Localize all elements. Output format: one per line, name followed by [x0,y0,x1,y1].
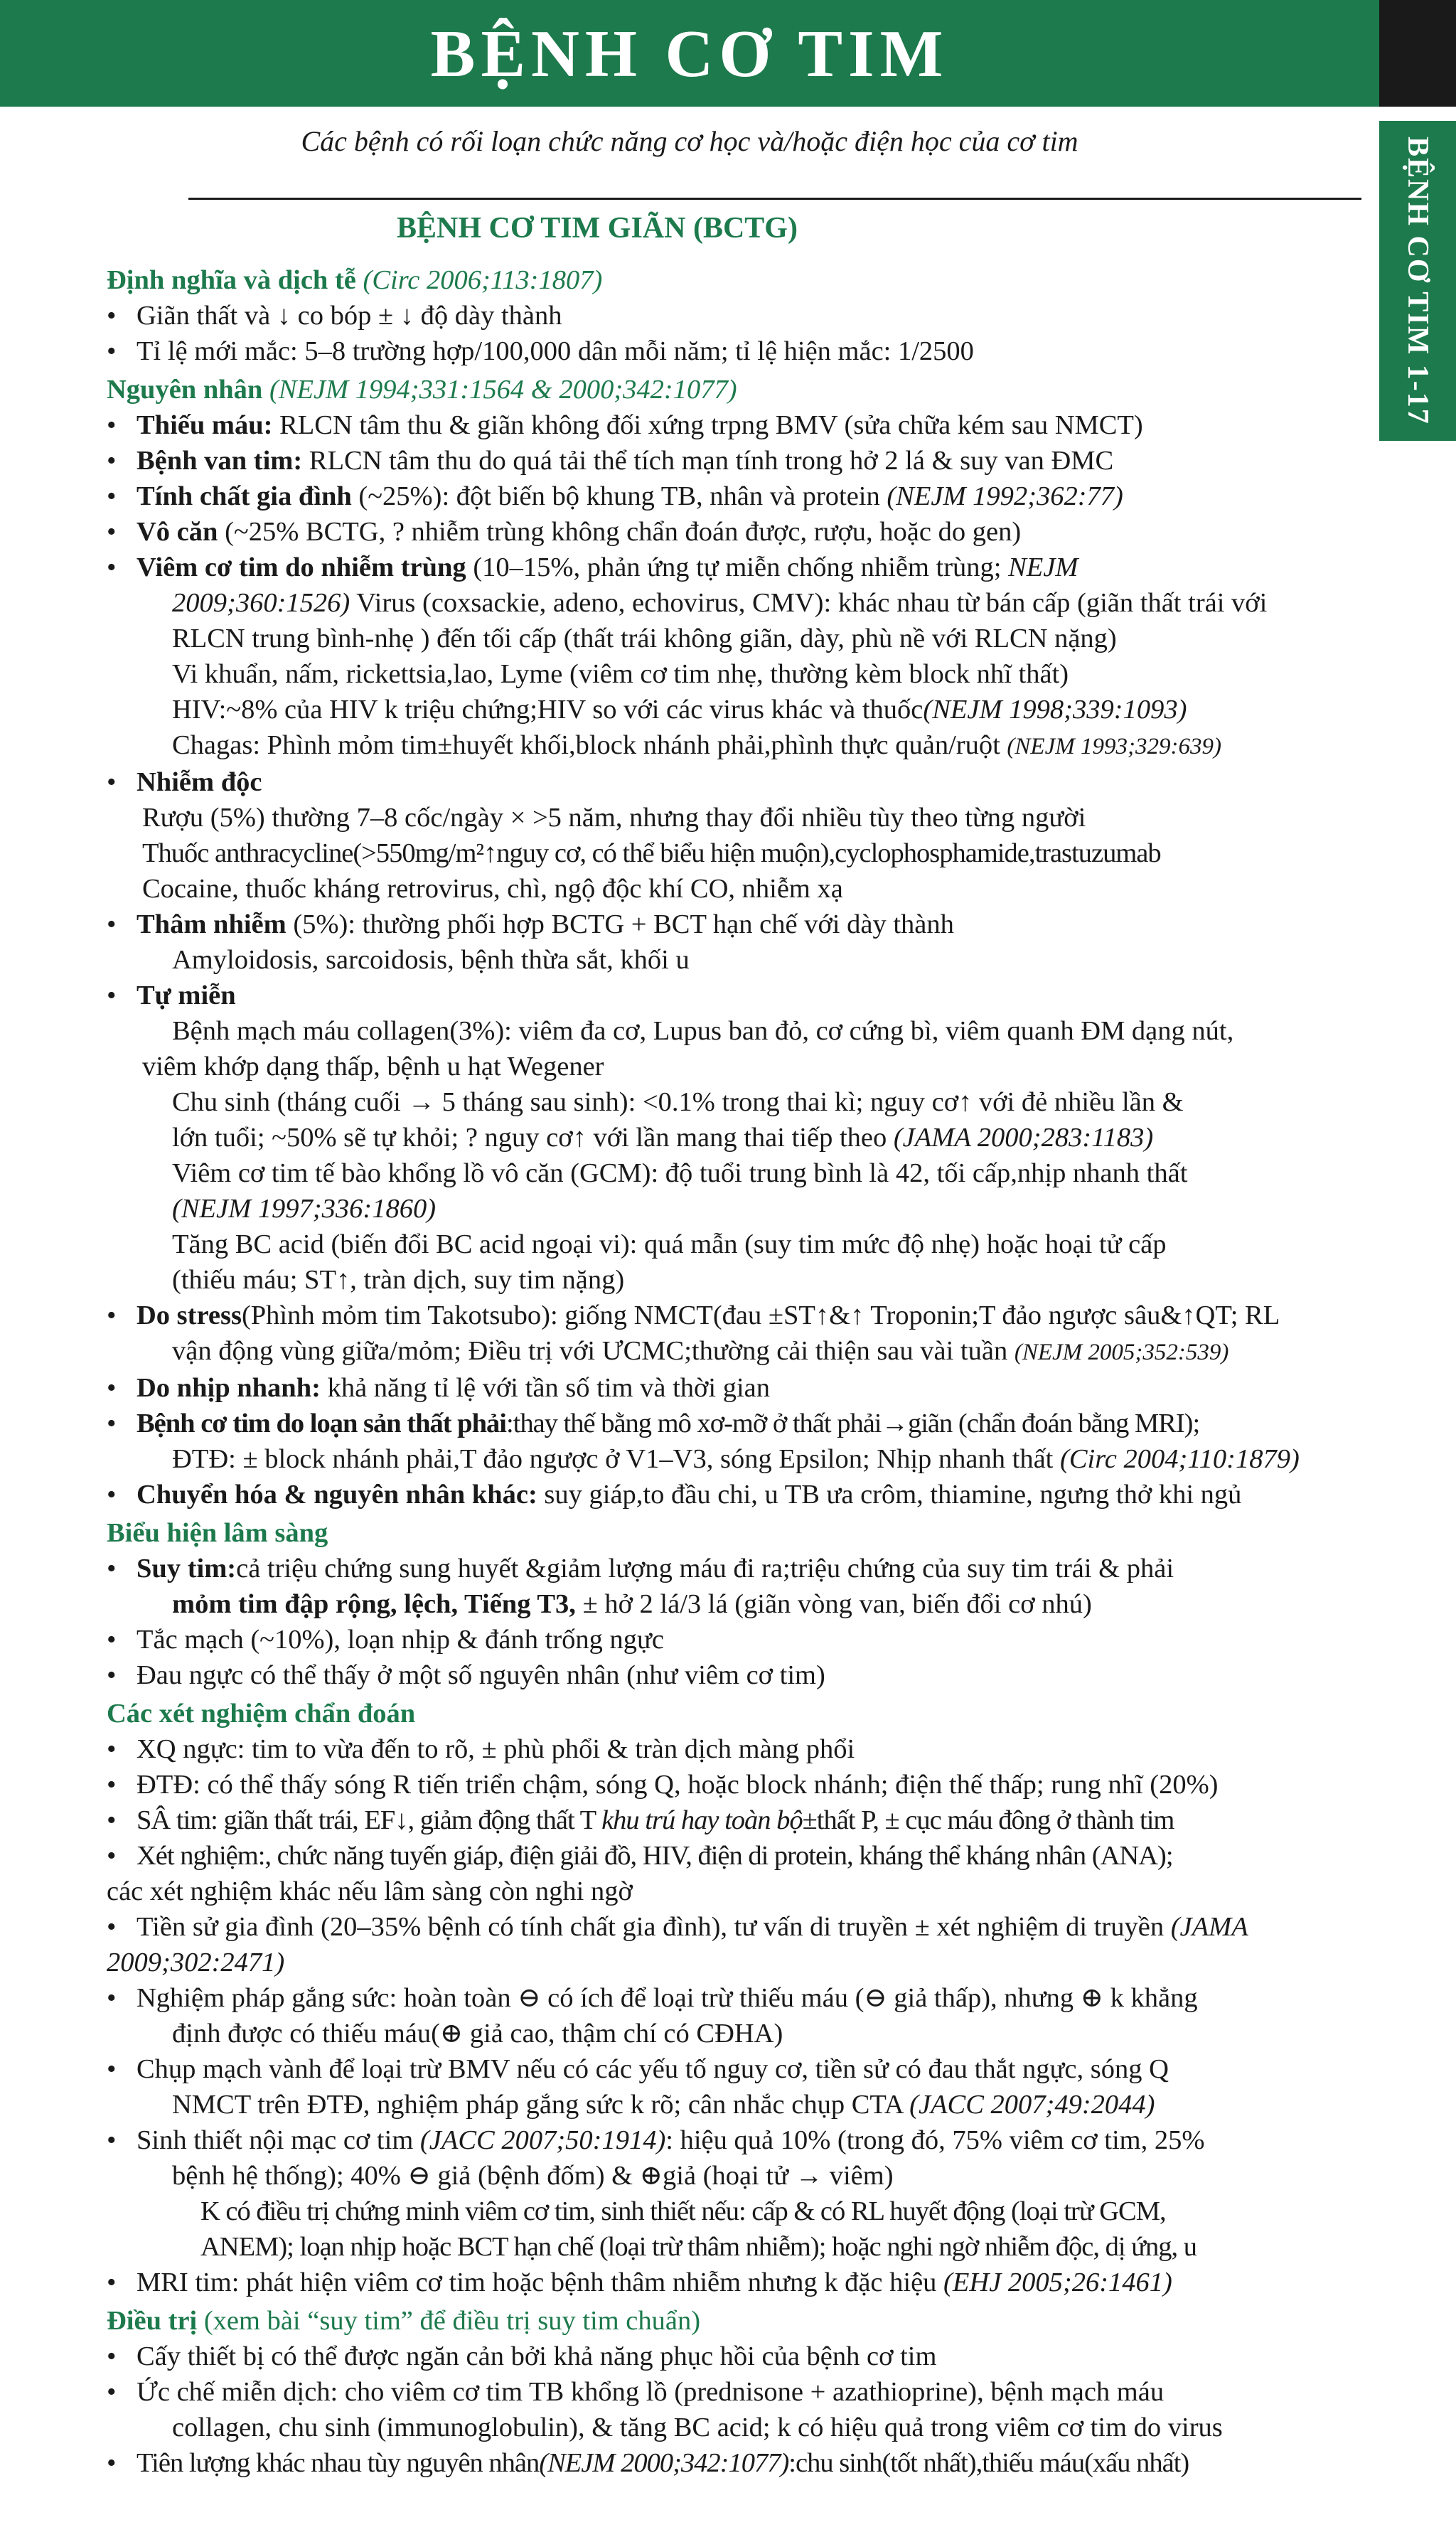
text-line: ANEM); loạn nhịp hoặc BCT hạn chế (loại trừ thâm nhiễm); hoặc nghi ngờ nhiễm độc, dị ứng, u [200,2232,1197,2262]
text-line: định được có thiếu máu(⊕ giả cao, thậm chí có CĐHA) [172,2019,783,2049]
list-item: • Viêm cơ tim do nhiễm trùng (10–15%, phản ứng tự miễn chống nhiễm trùng; NEJM [107,550,1376,585]
list-item: • Đau ngực có thể thấy ở một số nguyên nhân (như viêm cơ tim) [107,1657,1376,1693]
text-line: các xét nghiệm khác nếu lâm sàng còn nghi ngờ [107,1876,633,1906]
list-item: • Tiên lượng khác nhau tùy nguyên nhân(NEJM 2000;342:1077):chu sinh(tốt nhất),thiếu máu(xấu nhất) [107,2445,1376,2481]
divider [188,198,1361,200]
text-line: Viêm cơ tim tế bào khổng lồ vô căn (GCM): độ tuổi trung bình là 42, tối cấp,nhịp nhanh thất [172,1158,1188,1188]
title-banner [0,0,1379,107]
text-line: mỏm tim đập rộng, lệch, Tiếng T3, ± hở 2 lá/3 lá (giãn vòng van, biến đổi cơ nhú) [172,1589,1092,1619]
tests-heading: Các xét nghiệm chẩn đoán [107,1699,416,1729]
text-line: RLCN trung bình-nhẹ ) đến tối cấp (thất trái không giãn, dày, phù nề với RLCN nặng) [172,624,1117,653]
text-line: Chu sinh (tháng cuối → 5 tháng sau sinh): <0.1% trong thai kì; nguy cơ↑ với đẻ nhiều lần & [172,1087,1184,1117]
text-line: Vi khuẩn, nấm, rickettsia,lao, Lyme (viêm cơ tim nhẹ, thường kèm block nhĩ thất) [172,659,1069,689]
list-item: • ĐTĐ: có thể thấy sóng R tiến triển chậm, sóng Q, hoặc block nhánh; điện thế thấp; rung nhĩ (20%) [107,1767,1376,1802]
text-line: Bệnh mạch máu collagen(3%): viêm đa cơ, Lupus ban đỏ, cơ cứng bì, viêm quanh ĐM dạng nút, [172,1016,1234,1046]
list-item: • Thiếu máu: RLCN tâm thu & giãn không đối xứng trpng BMV (sửa chữa kém sau NMCT) [107,407,1376,443]
text-line: Rượu (5%) thường 7–8 cốc/ngày × >5 năm, nhưng thay đổi nhiều tùy theo từng người [142,803,1086,833]
text-line: bệnh hệ thống); 40% ⊖ giả (bệnh đốm) & ⊕giả (hoại tử → viêm) [172,2161,894,2191]
list-item: • Nghiệm pháp gắng sức: hoàn toàn ⊖ có ích để loại trừ thiếu máu (⊖ giả thấp), nhưng ⊕ k khẳng [107,1980,1376,2016]
side-tab-label: BỆNH CƠ TIM 1-17 [1401,137,1434,425]
list-item: • XQ ngực: tim to vừa đến to rõ, ± phù phổi & tràn dịch màng phổi [107,1731,1376,1767]
text-line: ĐTĐ: ± block nhánh phải,T đảo ngược ở V1–V3, sóng Epsilon; Nhịp nhanh thất (Circ 2004;110:1879) [172,1444,1300,1474]
list-item: • Do stress(Phình mỏm tim Takotsubo): giống NMCT(đau ±ST↑&↑ Troponin;T đảo ngược sâu&↑QT; RL [107,1298,1376,1333]
text-line: Amyloidosis, sarcoidosis, bệnh thừa sắt, khối u [172,945,690,975]
treatment-heading: Điều trị (xem bài “suy tim” để điều trị suy tim chuẩn) [107,2306,701,2336]
list-item: • Bệnh van tim: RLCN tâm thu do quá tải thể tích mạn tính trong hở 2 lá & suy van ĐMC [107,443,1376,479]
causes-heading: Nguyên nhân (NEJM 1994;331:1564 & 2000;342:1077) [107,375,737,405]
list-item: • Thâm nhiễm (5%): thường phối hợp BCTG + BCT hạn chế với dày thành [107,907,1376,942]
list-item: • Nhiễm độc [107,764,1376,800]
text-line: Thuốc anthracycline(>550mg/m²↑nguy cơ, có thể biểu hiện muộn),cyclophosphamide,trastuzumab [142,838,1161,868]
text-line: collagen, chu sinh (immunoglobulin), & tăng BC acid; k có hiệu quả trong viêm cơ tim do virus [172,2413,1223,2442]
text-line: NMCT trên ĐTĐ, nghiệm pháp gắng sức k rõ; cân nhắc chụp CTA (JACC 2007;49:2044) [172,2090,1155,2120]
text-line: 2009;360:1526) Virus (coxsackie, adeno, echovirus, CMV): khác nhau từ bán cấp (giãn thất trái với [172,588,1268,618]
page-title: BỆNH CƠ TIM [430,17,949,91]
list-item: • Tắc mạch (~10%), loạn nhịp & đánh trống ngực [107,1622,1376,1657]
list-item: • Vô căn (~25% BCTG, ? nhiễm trùng không chẩn đoán được, rượu, hoặc do gen) [107,514,1376,550]
list-item: • Ức chế miễn dịch: cho viêm cơ tim TB khổng lồ (prednisone + azathioprine), bệnh mạch máu [107,2374,1376,2410]
text-line: (NEJM 1997;336:1860) [172,1194,437,1224]
list-item: • Tính chất gia đình (~25%): đột biến bộ khung TB, nhân và protein (NEJM 1992;362:77) [107,479,1376,514]
page-subtitle: Các bệnh có rối loạn chức năng cơ học và/hoặc điện học của cơ tim [301,125,1078,157]
list-item: • SÂ tim: giãn thất trái, EF↓, giảm động thất T khu trú hay toàn bộ±thất P, ± cục máu đông ở thành tim [107,1802,1376,1838]
text-line: viêm khớp dạng thấp, bệnh u hạt Wegener [142,1052,604,1081]
text-line: vận động vùng giữa/mỏm; Điều trị với ƯCMC;thường cải thiện sau vài tuần (NEJM 2005;352:539) [172,1336,1229,1366]
list-item: • MRI tim: phát hiện viêm cơ tim hoặc bệnh thâm nhiễm nhưng k đặc hiệu (EHJ 2005;26:1461) [107,2265,1376,2300]
side-tab [1379,121,1456,441]
text-line: lớn tuổi; ~50% sẽ tự khỏi; ? nguy cơ↑ với lần mang thai tiếp theo (JAMA 2000;283:1183) [172,1123,1154,1153]
list-item: • Chuyển hóa & nguyên nhân khác: suy giáp,to đầu chi, u TB ưa crôm, thiamine, ngưng thở khi ngủ [107,1477,1376,1512]
list-item: • Tiền sử gia đình (20–35% bệnh có tính chất gia đình), tư vấn di truyền ± xét nghiệm di truyền (JAMA [107,1909,1376,1945]
corner-block [1379,0,1456,107]
clinical-heading: Biểu hiện lâm sàng [107,1518,328,1548]
text-line: Chagas: Phình mỏm tim±huyết khối,block nhánh phải,phình thực quản/ruột (NEJM 1993;329:639) [172,730,1221,760]
list-item: • Tỉ lệ mới mắc: 5–8 trường hợp/100,000 dân mỗi năm; tỉ lệ hiện mắc: 1/2500 [107,333,1376,369]
list-item: • Sinh thiết nội mạc cơ tim (JACC 2007;50:1914): hiệu quả 10% (trong đó, 75% viêm cơ tim, 25% [107,2122,1376,2158]
definition-heading: Định nghĩa và dịch tễ (Circ 2006;113:1807) [107,265,603,295]
text-line: 2009;302:2471) [107,1948,285,1977]
section-title: BỆNH CƠ TIM GIÃN (BCTG) [397,212,798,245]
list-item: • Chụp mạch vành để loại trừ BMV nếu có các yếu tố nguy cơ, tiền sử có đau thắt ngực, sóng Q [107,2051,1376,2087]
text-line: K có điều trị chứng minh viêm cơ tim, sinh thiết nếu: cấp & có RL huyết động (loại trừ GCM, [200,2196,1166,2226]
text-line: (thiếu máu; ST↑, tràn dịch, suy tim nặng) [172,1265,625,1295]
main-content [107,260,1376,2481]
list-item: • Giãn thất và ↓ co bóp ± ↓ độ dày thành [107,298,1376,333]
list-item: • Suy tim:cả triệu chứng sung huyết &giảm lượng máu đi ra;triệu chứng của suy tim trái & phải [107,1551,1376,1586]
list-item: • Xét nghiệm:, chức năng tuyến giáp, điện giải đồ, HIV, điện di protein, kháng thể kháng nhân (ANA); [107,1838,1376,1874]
list-item: • Bệnh cơ tim do loạn sản thất phải:thay thế bằng mô xơ-mỡ ở thất phải→giãn (chẩn đoán bằng MRI); [107,1406,1376,1441]
list-item: • Tự miễn [107,978,1376,1013]
text-line: Tăng BC acid (biến đổi BC acid ngoại vi): quá mẫn (suy tim mức độ nhẹ) hoặc hoại tử cấp [172,1229,1167,1259]
list-item: • Do nhịp nhanh: khả năng tỉ lệ với tần số tim và thời gian [107,1370,1376,1406]
text-line: Cocaine, thuốc kháng retrovirus, chì, ngộ độc khí CO, nhiễm xạ [142,874,843,904]
text-line: HIV:~8% của HIV k triệu chứng;HIV so với các virus khác và thuốc(NEJM 1998;339:1093) [172,695,1187,725]
list-item: • Cấy thiết bị có thể được ngăn cản bởi khả năng phục hồi của bệnh cơ tim [107,2339,1376,2374]
